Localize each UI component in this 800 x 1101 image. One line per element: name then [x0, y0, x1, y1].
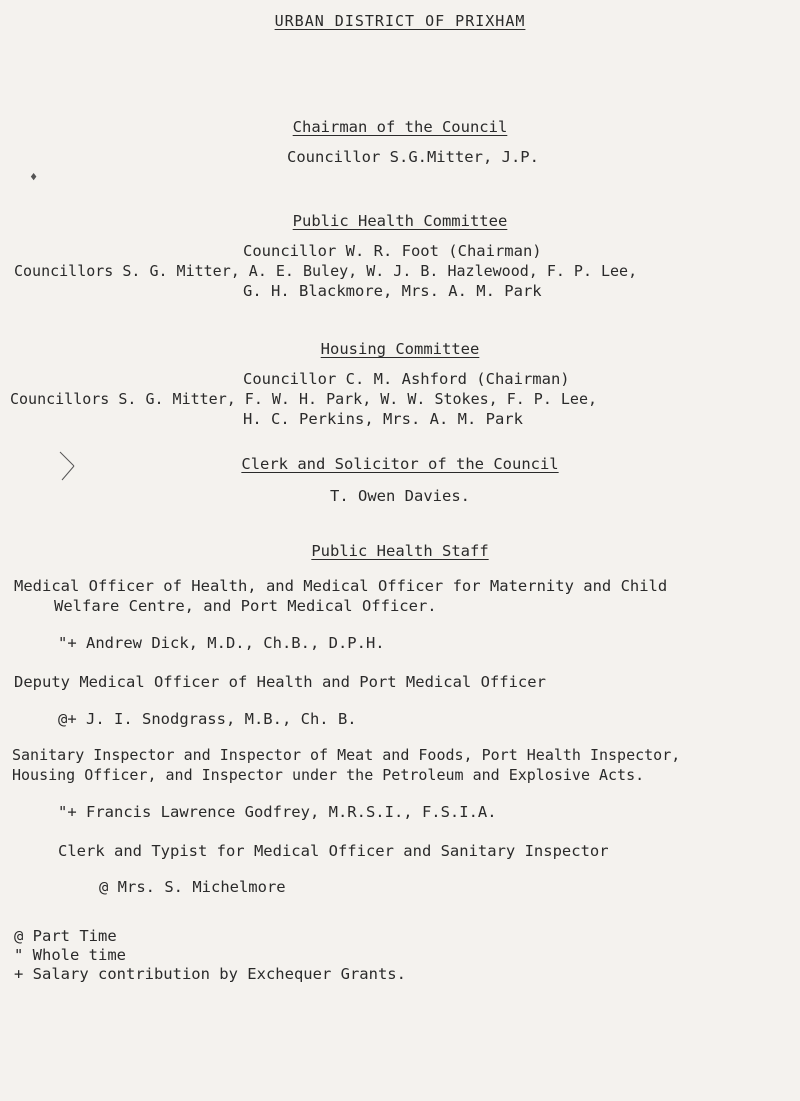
stray-mark: ♦ [30, 170, 38, 184]
sanitary-inspector-title-line-2: Housing Officer, and Inspector under the Petroleum and Explosive Acts. [12, 766, 645, 784]
sanitary-inspector-title-line-1: Sanitary Inspector and Inspector of Meat and Foods, Port Health Inspector, [12, 746, 681, 764]
sanitary-inspector-name: "+ Francis Lawrence Godfrey, M.R.S.I., F.S.I.A. [58, 803, 497, 821]
staff-heading: Public Health Staff [311, 542, 489, 560]
deputy-moh-name: @+ J. I. Snodgrass, M.B., Ch. B. [58, 710, 357, 728]
clerk-heading: Clerk and Solicitor of the Council [241, 455, 559, 473]
housing-committee-heading: Housing Committee [320, 340, 480, 358]
public-health-committee-heading: Public Health Committee [292, 212, 508, 230]
moh-title-line-2: Welfare Centre, and Port Medical Officer. [54, 597, 437, 615]
public-health-committee-members-2: G. H. Blackmore, Mrs. A. M. Park [243, 282, 542, 300]
housing-committee-members-2: H. C. Perkins, Mrs. A. M. Park [243, 410, 523, 428]
chairman-heading: Chairman of the Council [292, 118, 508, 136]
housing-committee-chair: Councillor C. M. Ashford (Chairman) [243, 370, 570, 388]
typist-title: Clerk and Typist for Medical Officer and Sanitary Inspector [58, 842, 609, 860]
typist-name: @ Mrs. S. Michelmore [99, 878, 286, 896]
footnote-exchequer-grants: + Salary contribution by Exchequer Grants. [14, 965, 406, 983]
housing-committee-members-1: Councillors S. G. Mitter, F. W. H. Park, W. W. Stokes, F. P. Lee, [10, 390, 597, 408]
footnote-whole-time: " Whole time [14, 946, 126, 964]
footnote-part-time: @ Part Time [14, 927, 117, 945]
chairman-name: Councillor S.G.Mitter, J.P. [287, 148, 539, 166]
clerk-name: T. Owen Davies. [330, 487, 470, 505]
public-health-committee-chair: Councillor W. R. Foot (Chairman) [243, 242, 542, 260]
moh-name: "+ Andrew Dick, M.D., Ch.B., D.P.H. [58, 634, 385, 652]
document-title: URBAN DISTRICT OF PRIXHAM [274, 12, 526, 30]
public-health-committee-members-1: Councillors S. G. Mitter, A. E. Buley, W. J. B. Hazlewood, F. P. Lee, [14, 262, 638, 280]
deputy-moh-title: Deputy Medical Officer of Health and Port Medical Officer [14, 673, 546, 691]
moh-title-line-1: Medical Officer of Health, and Medical Officer for Maternity and Child [14, 577, 668, 595]
